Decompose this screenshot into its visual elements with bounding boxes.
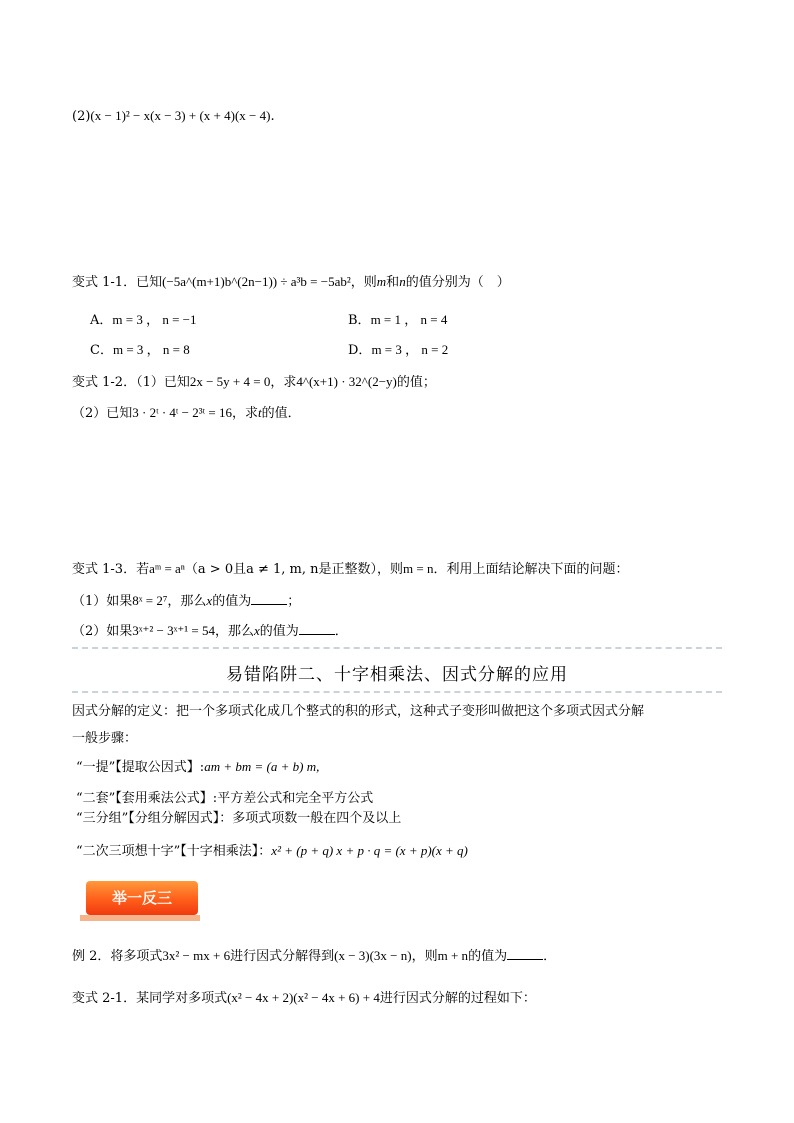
math-expression: 3x² − mx + 6 [162,948,231,963]
math-expression: (x − 1)² − x(x − 3) + (x + 4)(x − 4) [90,108,271,123]
option-c: C．m = 3 ， n = 8 [90,342,190,358]
problem-2: (2)(x − 1)² − x(x − 3) + (x + 4)(x − 4). [72,108,275,124]
definition-text: 因式分解的定义：把一个多项式化成几个整式的积的形式，这种式子变形叫做把这个多项式因式分解 [72,704,645,719]
option-a: A．m = 3 ， n = −1 [90,312,197,328]
option-b: B．m = 1 ， n = 4 [348,312,448,328]
math-expression: m + n [437,948,469,963]
practice-badge [80,881,200,921]
math-expression: 4^(x+1) · 32^(2−y) [296,374,397,389]
variant-1-1: 变式 1-1．已知(−5a^(m+1)b^(2n−1)) ÷ a³b = −5ab²，则m和n的值分别为（ ） [72,274,510,290]
var-t: t [257,405,262,420]
answer-blank[interactable] [299,622,335,635]
step-4: “二次三项想十字”【十字相乘法】：x² + (p + q) x + p · q = (x + p)(x + q) [76,843,468,859]
math-expression: 3 · 2ᵗ · 4ᵗ − 2³ᵗ = 16 [132,405,232,420]
variant-1-2-part1: 变式 1-2．（1）已知2x − 5y + 4 = 0，求4^(x+1) · 32^(2−y)的值； [72,374,436,390]
example-2: 例 2．将多项式3x² − mx + 6进行因式分解得到(x − 3)(3x − n)，则m + n的值为 ． [72,948,557,964]
math-expression: 8ˣ = 2⁷ [132,593,168,608]
step-3: “三分组”【分组分解因式】：多项式项数一般在四个及以上 [76,811,402,826]
math-expression: m = n [403,561,434,576]
math-expression: 3ˣ⁺² − 3ˣ⁺¹ = 54 [132,623,215,638]
badge-label: 举一反三 [111,889,172,907]
math-expression: (−5a^(m+1)b^(2n−1)) ÷ a³b = −5ab² [162,274,351,289]
answer-blank[interactable] [251,592,287,605]
math-expression: (x − 3)(3x − n) [334,948,412,963]
variant-1-2-part2: （2）已知3 · 2ᵗ · 4ᵗ − 2³ᵗ = 16，求t的值． [72,405,301,421]
variant-1-3-q2: （2）如果3ˣ⁺² − 3ˣ⁺¹ = 54，那么x的值为 ． [72,623,348,639]
divider-bottom [72,691,722,693]
steps-label: 一般步骤： [72,731,138,746]
section-title: 易错陷阱二、十字相乘法、因式分解的应用 [226,665,568,685]
step-2: “二套”【套用乘法公式】:平方差公式和完全平方公式 [76,791,374,806]
math-expression: (x² − 4x + 2)(x² − 4x + 6) + 4 [227,990,380,1005]
math-expression: aᵐ = aⁿ [149,561,185,576]
variant-2-1: 变式 2-1．某同学对多项式(x² − 4x + 2)(x² − 4x + 6) + 4进行因式分解的过程如下： [72,990,536,1006]
step-1: “一提”【提取公因式】:am + bm = (a + b) m, [76,759,320,775]
option-d: D．m = 3 ， n = 2 [348,342,449,358]
answer-blank[interactable] [507,947,543,960]
divider-top [72,647,722,649]
var-m: m [376,274,387,289]
variant-1-3: 变式 1-3．若aᵐ = aⁿ（a > 0且a ≠ 1, m, n是正整数），则m = n．利用上面结论解决下面的问题： [72,561,629,577]
variant-1-3-q1: （1）如果8ˣ = 2⁷，那么x的值为 ； [72,593,301,609]
math-expression: 2x − 5y + 4 = 0 [189,374,271,389]
var-n: n [399,274,406,289]
